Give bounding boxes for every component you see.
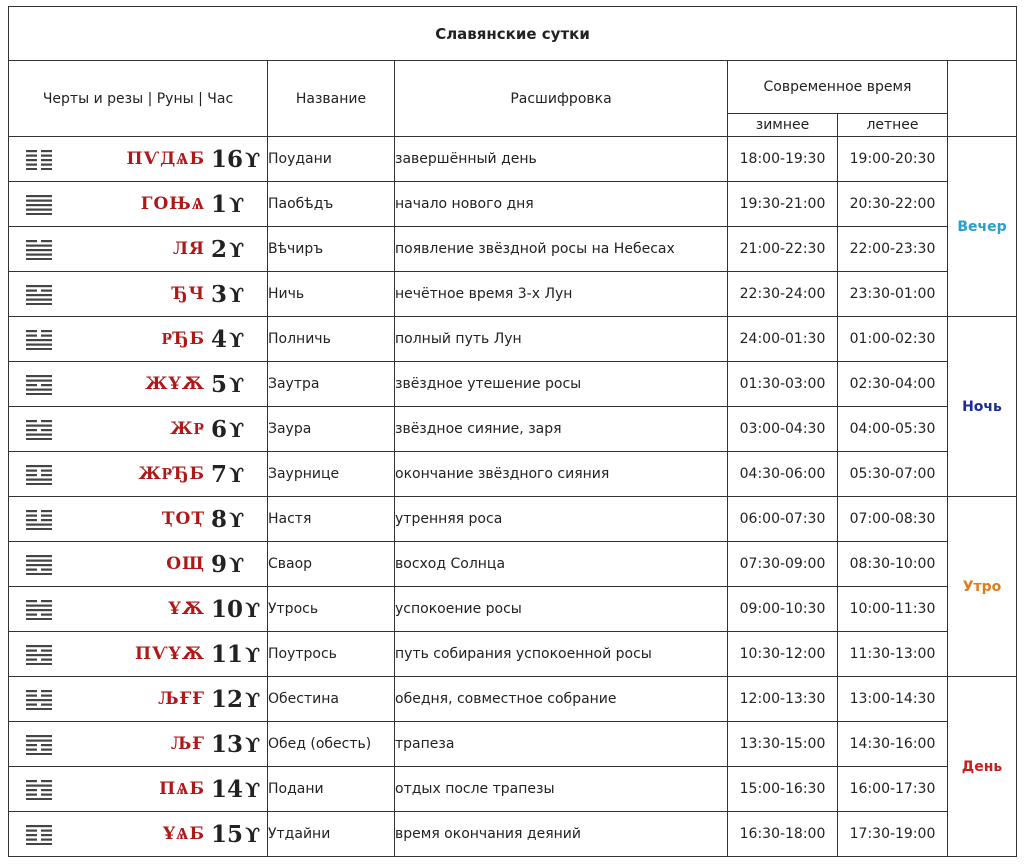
cherty-rezy-icon (26, 328, 52, 350)
table-row (9, 677, 1017, 722)
hour-sign-icon: ϒ (245, 147, 261, 172)
table-body (9, 7, 1017, 857)
hour-number (211, 686, 267, 713)
symbols-group (9, 767, 267, 811)
symbols-cell (9, 452, 268, 497)
hour-number (211, 506, 267, 533)
hour-value: 11 (211, 640, 244, 668)
hour-decoding: начало нового дня (395, 182, 728, 227)
hour-value: 7 (211, 460, 228, 488)
summer-time: 14:30-16:00 (838, 722, 948, 767)
runes-text: ГОЊѦ (140, 194, 205, 214)
cherty-rezy-icon (26, 778, 52, 800)
header-period-empty (948, 61, 1017, 137)
hour-decoding: обедня, совместное собрание (395, 677, 728, 722)
hour-decoding: звёздное сияние, заря (395, 407, 728, 452)
winter-time: 24:00-01:30 (728, 317, 838, 362)
winter-time: 06:00-07:30 (728, 497, 838, 542)
cherty-rezy-icon (26, 148, 52, 170)
hour-value: 14 (211, 775, 244, 803)
hour-sign-icon: ϒ (229, 462, 245, 487)
period-label: Утро (948, 497, 1017, 677)
symbols-cell (9, 182, 268, 227)
summer-time: 05:30-07:00 (838, 452, 948, 497)
hour-sign-icon: ϒ (245, 732, 261, 757)
runes-text: ҰѦБ (163, 824, 205, 844)
hour-value: 9 (211, 550, 228, 578)
runes-text: ЖҎЂБ (138, 464, 205, 484)
winter-time: 16:30-18:00 (728, 812, 838, 857)
slavic-day-table-container (8, 6, 1017, 857)
hour-decoding: время окончания деяний (395, 812, 728, 857)
cherty-rezy-icon (26, 598, 52, 620)
runes-text: ЉҒ (170, 734, 205, 754)
hour-decoding: путь собирания успокоенной росы (395, 632, 728, 677)
summer-time: 13:00-14:30 (838, 677, 948, 722)
summer-time: 02:30-04:00 (838, 362, 948, 407)
winter-time: 12:00-13:30 (728, 677, 838, 722)
hour-sign-icon: ϒ (245, 642, 261, 667)
table-title: Славянские сутки (9, 7, 1017, 61)
hour-name: Настя (268, 497, 395, 542)
winter-time: 10:30-12:00 (728, 632, 838, 677)
table-row (9, 722, 1017, 767)
hour-name: Заура (268, 407, 395, 452)
cherty-rezy-icon (26, 553, 52, 575)
summer-time: 17:30-19:00 (838, 812, 948, 857)
symbols-cell (9, 137, 268, 182)
hour-value: 16 (211, 145, 244, 173)
period-label: День (948, 677, 1017, 857)
cherty-rezy-icon (26, 823, 52, 845)
hour-decoding: завершённый день (395, 137, 728, 182)
symbols-cell (9, 722, 268, 767)
hour-sign-icon: ϒ (229, 417, 245, 442)
hour-number (211, 731, 267, 758)
table-row (9, 587, 1017, 632)
hour-number (211, 236, 267, 263)
symbols-group (9, 227, 267, 271)
cherty-rezy-icon (26, 688, 52, 710)
hour-sign-icon: ϒ (229, 192, 245, 217)
symbols-cell (9, 497, 268, 542)
winter-time: 04:30-06:00 (728, 452, 838, 497)
summer-time: 01:00-02:30 (838, 317, 948, 362)
header-winter: зимнее (728, 114, 838, 137)
hour-number (211, 146, 267, 173)
symbols-cell (9, 362, 268, 407)
summer-time: 07:00-08:30 (838, 497, 948, 542)
symbols-cell (9, 812, 268, 857)
summer-time: 04:00-05:30 (838, 407, 948, 452)
summer-time: 11:30-13:00 (838, 632, 948, 677)
winter-time: 19:30-21:00 (728, 182, 838, 227)
cherty-rezy-icon (26, 463, 52, 485)
cherty-rezy-icon (26, 643, 52, 665)
symbols-cell (9, 632, 268, 677)
hour-name: Подани (268, 767, 395, 812)
symbols-group (9, 632, 267, 676)
hour-decoding: восход Солнца (395, 542, 728, 587)
cherty-rezy-icon (26, 508, 52, 530)
table-row (9, 767, 1017, 812)
symbols-cell (9, 542, 268, 587)
hour-name: Ничь (268, 272, 395, 317)
period-label: Ночь (948, 317, 1017, 497)
header-name: Название (268, 61, 395, 137)
hour-name: Обестина (268, 677, 395, 722)
runes-text: ЛЯ (172, 239, 205, 259)
runes-text: ЉҒҒ (158, 689, 205, 709)
hour-name: Утдайни (268, 812, 395, 857)
hour-value: 5 (211, 370, 228, 398)
runes-text: ПѦБ (159, 779, 205, 799)
symbols-group (9, 317, 267, 361)
hour-number (211, 371, 267, 398)
hour-number (211, 326, 267, 353)
winter-time: 09:00-10:30 (728, 587, 838, 632)
hour-sign-icon: ϒ (229, 282, 245, 307)
winter-time: 07:30-09:00 (728, 542, 838, 587)
hour-number (211, 551, 267, 578)
hour-decoding: успокоение росы (395, 587, 728, 632)
hour-name: Полничь (268, 317, 395, 362)
hour-number (211, 191, 267, 218)
hour-number (211, 596, 267, 623)
hour-decoding: нечётное время 3-х Лун (395, 272, 728, 317)
cherty-rezy-icon (26, 733, 52, 755)
hour-number (211, 821, 267, 848)
runes-text: ПѴҰѪ (134, 644, 205, 664)
symbols-group (9, 722, 267, 766)
table-row (9, 542, 1017, 587)
table-row (9, 407, 1017, 452)
hour-value: 12 (211, 685, 244, 713)
period-label: Вечер (948, 137, 1017, 317)
cherty-rezy-icon (26, 283, 52, 305)
hour-value: 6 (211, 415, 228, 443)
runes-text: ҬОҬ (161, 509, 205, 529)
header-decoding: Расшифровка (395, 61, 728, 137)
table-row (9, 137, 1017, 182)
symbols-group (9, 407, 267, 451)
hour-value: 15 (211, 820, 244, 848)
summer-time: 16:00-17:30 (838, 767, 948, 812)
hour-sign-icon: ϒ (229, 507, 245, 532)
cherty-rezy-icon (26, 373, 52, 395)
hour-value: 13 (211, 730, 244, 758)
hour-value: 8 (211, 505, 228, 533)
table-row (9, 812, 1017, 857)
symbols-group (9, 812, 267, 856)
hour-decoding: звёздное утешение росы (395, 362, 728, 407)
winter-time: 22:30-24:00 (728, 272, 838, 317)
winter-time: 03:00-04:30 (728, 407, 838, 452)
symbols-group (9, 587, 267, 631)
summer-time: 23:30-01:00 (838, 272, 948, 317)
cherty-rezy-icon (26, 238, 52, 260)
hour-name: Поудани (268, 137, 395, 182)
table-row (9, 182, 1017, 227)
hour-sign-icon: ϒ (229, 552, 245, 577)
summer-time: 10:00-11:30 (838, 587, 948, 632)
hour-number (211, 461, 267, 488)
hour-decoding: появление звёздной росы на Небесах (395, 227, 728, 272)
hour-decoding: отдых после трапезы (395, 767, 728, 812)
header-symbols: Черты и резы | Руны | Час (9, 61, 268, 137)
hour-sign-icon: ϒ (229, 327, 245, 352)
winter-time: 01:30-03:00 (728, 362, 838, 407)
summer-time: 22:00-23:30 (838, 227, 948, 272)
hour-name: Сваор (268, 542, 395, 587)
runes-text: ҰѪ (168, 599, 205, 619)
table-row (9, 272, 1017, 317)
hour-value: 4 (211, 325, 228, 353)
hour-value: 1 (211, 190, 228, 218)
runes-text: ҎЂБ (161, 329, 205, 349)
hour-name: Заутра (268, 362, 395, 407)
winter-time: 18:00-19:30 (728, 137, 838, 182)
symbols-group (9, 452, 267, 496)
summer-time: 08:30-10:00 (838, 542, 948, 587)
hour-decoding: утренняя роса (395, 497, 728, 542)
hour-decoding: окончание звёздного сияния (395, 452, 728, 497)
runes-text: ЖҎ (170, 419, 205, 439)
table-row (9, 632, 1017, 677)
symbols-group (9, 137, 267, 181)
symbols-group (9, 677, 267, 721)
table-row (9, 362, 1017, 407)
hour-number (211, 776, 267, 803)
summer-time: 20:30-22:00 (838, 182, 948, 227)
symbols-cell (9, 407, 268, 452)
slavic-day-table (8, 6, 1017, 857)
hour-name: Паобѣдъ (268, 182, 395, 227)
hour-decoding: трапеза (395, 722, 728, 767)
symbols-cell (9, 317, 268, 362)
hour-value: 2 (211, 235, 228, 263)
winter-time: 15:00-16:30 (728, 767, 838, 812)
symbols-group (9, 272, 267, 316)
cherty-rezy-icon (26, 193, 52, 215)
hour-number (211, 281, 267, 308)
header-modern-time: Современное время (728, 61, 948, 114)
table-row (9, 317, 1017, 362)
hour-name: Утрось (268, 587, 395, 632)
symbols-cell (9, 677, 268, 722)
runes-text: ЖҰѪ (145, 374, 205, 394)
summer-time: 19:00-20:30 (838, 137, 948, 182)
hour-sign-icon: ϒ (245, 597, 261, 622)
hour-name: Обед (обесть) (268, 722, 395, 767)
runes-text: ОЩ (166, 554, 205, 574)
symbols-group (9, 362, 267, 406)
winter-time: 13:30-15:00 (728, 722, 838, 767)
symbols-group (9, 182, 267, 226)
hour-sign-icon: ϒ (229, 237, 245, 262)
symbols-group (9, 497, 267, 541)
hour-name: Заурнице (268, 452, 395, 497)
hour-number (211, 416, 267, 443)
hour-sign-icon: ϒ (245, 822, 261, 847)
runes-text: ЂЧ (172, 284, 205, 304)
winter-time: 21:00-22:30 (728, 227, 838, 272)
hour-decoding: полный путь Лун (395, 317, 728, 362)
hour-sign-icon: ϒ (229, 372, 245, 397)
hour-value: 10 (211, 595, 244, 623)
symbols-cell (9, 272, 268, 317)
runes-text: ПѴДѦБ (126, 149, 205, 169)
symbols-cell (9, 227, 268, 272)
symbols-cell (9, 767, 268, 812)
table-row (9, 227, 1017, 272)
hour-name: Поутрось (268, 632, 395, 677)
hour-sign-icon: ϒ (245, 777, 261, 802)
hour-value: 3 (211, 280, 228, 308)
hour-number (211, 641, 267, 668)
table-row (9, 452, 1017, 497)
cherty-rezy-icon (26, 418, 52, 440)
symbols-group (9, 542, 267, 586)
table-row (9, 497, 1017, 542)
symbols-cell (9, 587, 268, 632)
hour-name: Вѣчиръ (268, 227, 395, 272)
header-summer: летнее (838, 114, 948, 137)
hour-sign-icon: ϒ (245, 687, 261, 712)
